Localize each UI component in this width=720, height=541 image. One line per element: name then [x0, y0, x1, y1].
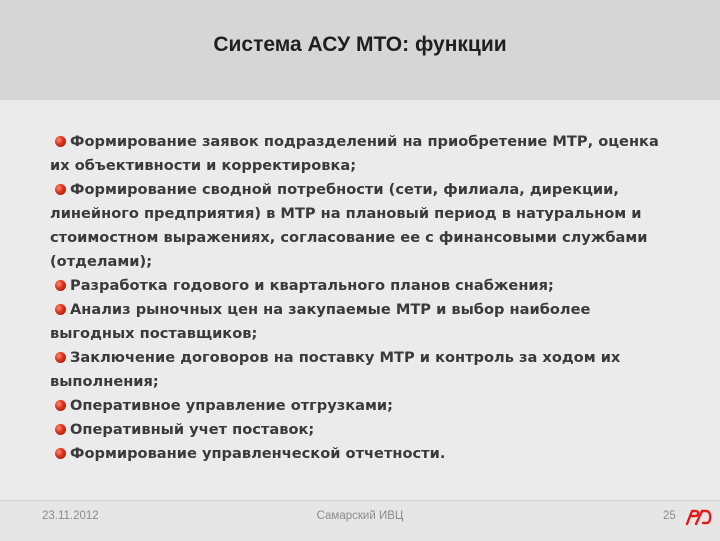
slide-title: Система АСУ МТО: функции [213, 33, 507, 56]
bullet-icon [55, 352, 66, 363]
list-item-text: Формирование управленческой отчетности. [70, 445, 446, 462]
list-item [50, 442, 675, 466]
footer-date: 23.11.2012 [42, 510, 99, 522]
bullet-icon [55, 424, 66, 435]
list-item-text: Формирование заявок подразделений на приобретение МТР, оценка их объективности и корректировка; [50, 133, 659, 174]
list-item-text: Формирование сводной потребности (сети, филиала, дирекции, линейного предприятия) в МТР на плановый период в натуральном и стоимостном выражениях, согласование ее с финансовыми службами (отделами); [50, 181, 648, 270]
list-item-text: Разработка годового и квартального планов снабжения; [70, 277, 554, 294]
list-item [50, 178, 675, 274]
list-item-text: Оперативный учет поставок; [70, 421, 315, 438]
list-item-text: Анализ рыночных цен на закупаемые МТР и выбор наиболее выгодных поставщиков; [50, 301, 591, 342]
list-item [50, 346, 675, 394]
page-number: 25 [663, 510, 676, 522]
list-item [50, 418, 675, 442]
slide-header [0, 0, 720, 100]
list-item [50, 274, 675, 298]
rzd-logo-icon [684, 507, 714, 527]
list-item-text: Заключение договоров на поставку МТР и контроль за ходом их выполнения; [50, 349, 621, 390]
bullet-icon [55, 136, 66, 147]
bullet-icon [55, 280, 66, 291]
footer-organization: Самарский ИВЦ [316, 510, 404, 522]
bullet-list [50, 130, 675, 466]
bullet-icon [55, 304, 66, 315]
list-item [50, 130, 675, 178]
slide-footer [0, 500, 720, 541]
list-item-text: Оперативное управление отгрузками; [70, 397, 393, 414]
list-item [50, 394, 675, 418]
bullet-icon [55, 448, 66, 459]
list-item [50, 298, 675, 346]
bullet-icon [55, 400, 66, 411]
bullet-icon [55, 184, 66, 195]
